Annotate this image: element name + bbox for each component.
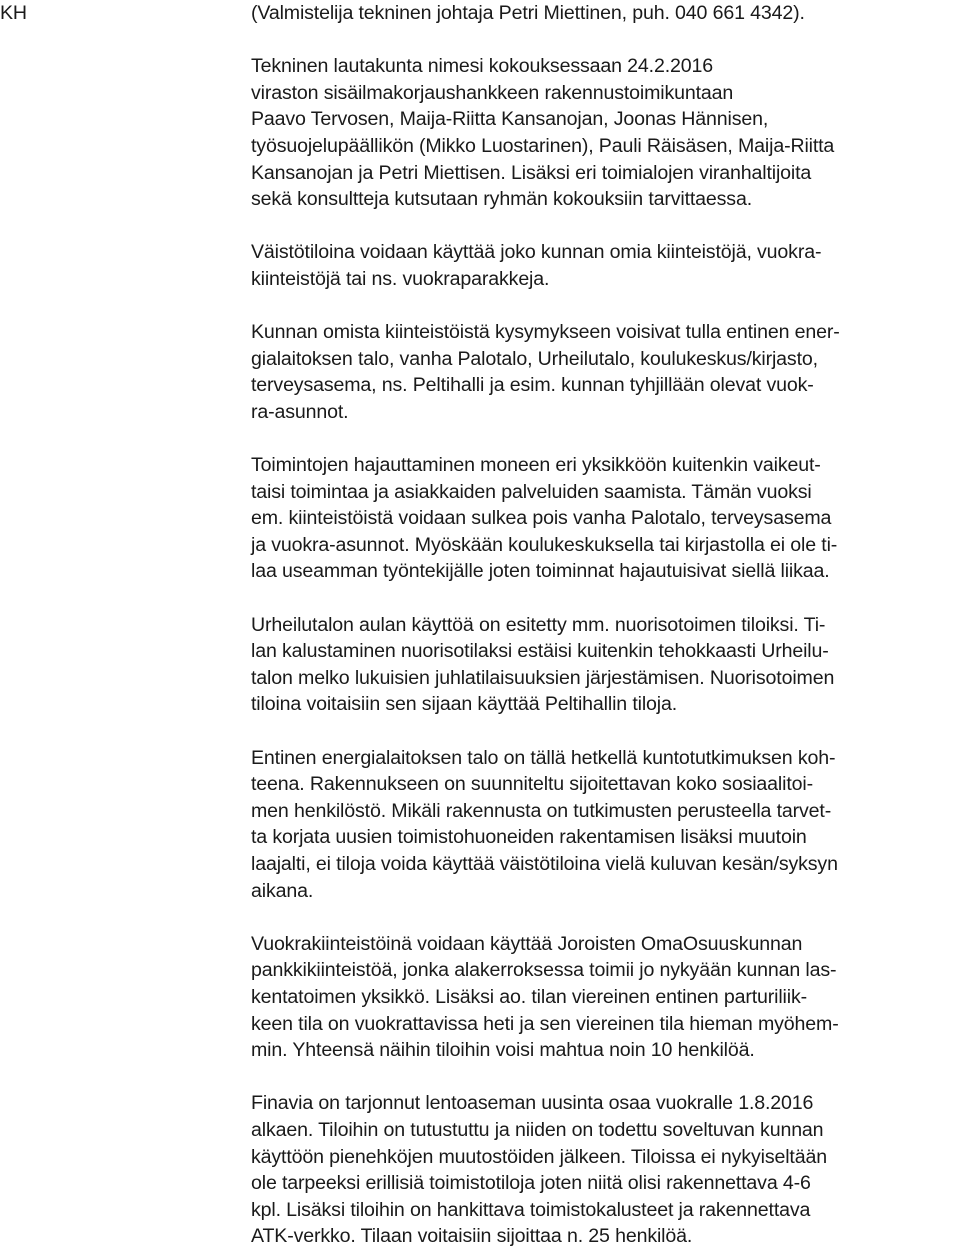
text-line: gialaitoksen talo, vanha Palotalo, Urheilutalo, koulukeskus/kirjasto, [251, 347, 818, 370]
text-line: men henkilöstö. Mikäli rakennusta on tutkimusten perusteella tarvet- [251, 799, 832, 822]
text-line: sekä konsultteja kutsutaan ryhmän kokouksiin tarvittaessa. [251, 188, 752, 211]
text-line: taisi toimintaa ja asiakkaiden palveluiden saamista. Tämän vuoksi [251, 480, 812, 503]
text-line: keen tila on vuokrattavissa heti ja sen viereinen tila hieman myöhem- [251, 1012, 839, 1035]
text-line: Toimintojen hajauttaminen moneen eri yksikköön kuitenkin vaikeut- [251, 454, 821, 477]
text-line: kentatoimen yksikkö. Lisäksi ao. tilan viereinen entinen parturiliik- [251, 985, 807, 1008]
text-line: lan kalustaminen nuorisotilaksi estäisi kuitenkin tehokkaasti Urheilu- [251, 640, 829, 663]
text-line: ta korjata uusien toimistohuoneiden rakentamisen lisäksi muutoin [251, 826, 807, 849]
paragraph [251, 612, 959, 718]
text-line: työsuojelupäällikön (Mikko Luostarinen), Pauli Räisäsen, Maija-Riitta [251, 134, 835, 157]
text-line: käyttöön pienehköjen muutostöiden jälkeen. Tiloissa ei nykyiseltään [251, 1145, 827, 1168]
text-line: Urheilutalon aulan käyttöä on esitetty mm. nuorisotoimen tiloiksi. Ti- [251, 613, 826, 636]
paragraph-gap [251, 213, 959, 240]
text-line: kiinteistöjä tai ns. vuokraparakkeja. [251, 267, 550, 290]
text-line: ATK-verkko. Tilaan voitaisiin sijoittaa n. 25 henkilöä. [251, 1225, 693, 1248]
text-line: kpl. Lisäksi tiloihin on hankittava toimistokalusteet ja rakennettava [251, 1198, 811, 1221]
paragraph [251, 239, 959, 292]
text-line: ja vuokra-asunnot. Myöskään koulukeskuksella tai kirjastolla ei ole ti- [251, 533, 838, 556]
text-line: Vuokrakiinteistöinä voidaan käyttää Joroisten OmaOsuuskunnan [251, 932, 803, 955]
document-body [251, 0, 959, 1250]
paragraph [251, 1090, 959, 1250]
text-line: viraston sisäilmakorjaushankkeen rakennustoimikuntaan [251, 81, 734, 104]
text-line: Kansanojan ja Petri Miettisen. Lisäksi eri toimialojen viranhaltijoita [251, 161, 812, 184]
text-line: (Valmistelija tekninen johtaja Petri Miettinen, puh. 040 661 4342). [251, 2, 805, 24]
text-line: pankkikiinteistöä, jonka alakerroksessa toimii jo nykyään kunnan las- [251, 959, 837, 982]
text-line: laajalti, ei tiloja voida käyttää väistötiloina vielä kuluvan kesän/syksyn [251, 853, 838, 875]
margin-label: KH [0, 2, 27, 24]
text-line: Finavia on tarjonnut lentoaseman uusinta osaa vuokralle 1.8.2016 [251, 1092, 814, 1115]
text-line: ole tarpeeksi erillisiä toimistotiloja joten niitä olisi rakennettava 4-6 [251, 1172, 811, 1195]
text-line: Entinen energialaitoksen talo on tällä hetkellä kuntotutkimuksen koh- [251, 746, 836, 769]
text-line: alkaen. Tiloihin on tutustuttu ja niiden on todettu soveltuvan kunnan [251, 1118, 824, 1141]
paragraph-gap [251, 904, 959, 931]
paragraph-gap [251, 718, 959, 745]
text-line: Tekninen lautakunta nimesi kokouksessaan 24.2.2016 [251, 55, 713, 78]
text-line: teena. Rakennukseen on suunniteltu sijoitettavan koko sosiaalitoi- [251, 773, 813, 796]
text-line: laa useamman työntekijälle joten toiminnat hajautuisivat siellä liikaa. [251, 560, 830, 583]
paragraph [251, 931, 959, 1064]
text-line: tiloina voitaisiin sen sijaan käyttää Peltihallin tiloja. [251, 693, 678, 716]
paragraph-gap [251, 585, 959, 612]
paragraph-gap [251, 1064, 959, 1091]
paragraph [251, 53, 959, 213]
paragraph [251, 452, 959, 585]
text-line: min. Yhteensä näihin tiloihin voisi mahtua noin 10 henkilöä. [251, 1039, 755, 1062]
text-line: Paavo Tervosen, Maija-Riitta Kansanojan, Joonas Hännisen, [251, 108, 769, 131]
paragraph-gap [251, 293, 959, 320]
paragraph [251, 0, 959, 27]
text-line: Väistötiloina voidaan käyttää joko kunnan omia kiinteistöjä, vuokra- [251, 241, 822, 264]
text-line: terveysasema, ns. Peltihalli ja esim. kunnan tyhjillään olevat vuok- [251, 374, 814, 397]
paragraph [251, 319, 959, 425]
paragraph [251, 745, 959, 905]
paragraph-gap [251, 426, 959, 453]
text-line: ra-asunnot. [251, 400, 349, 423]
text-line: em. kiinteistöistä voidaan sulkea pois vanha Palotalo, terveysasema [251, 507, 832, 530]
text-line: aikana. [251, 879, 314, 902]
text-line: talon melko lukuisien juhlatilaisuuksien järjestämisen. Nuorisotoimen [251, 666, 835, 689]
text-line: Kunnan omista kiinteistöistä kysymykseen voisivat tulla entinen ener- [251, 321, 840, 344]
paragraph-gap [251, 27, 959, 54]
